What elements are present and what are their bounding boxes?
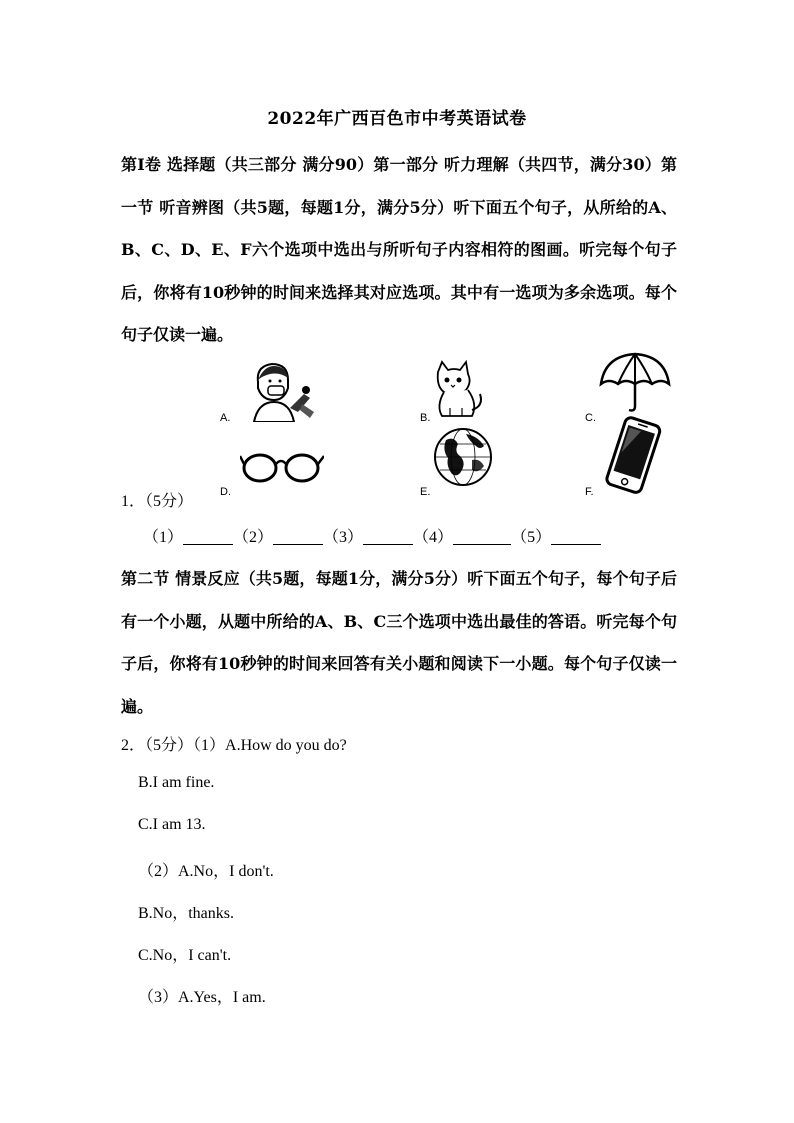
answer-blank[interactable] <box>273 528 323 545</box>
question-1-number: 1．（5分） <box>121 493 194 510</box>
option-label: E. <box>420 486 431 498</box>
section-2-instructions: 第二节 情景反应（共5题，每题1分，满分5分）听下面五个句子，每个句子后有一个小题，从题中所给的A、B、C三个选项中选出最佳的答语。听完每个句子后，你将有10秒钟的时间来回答有关小题和阅读下一小题。每个句子仅读一遍。 <box>121 569 677 716</box>
option-d <box>214 432 364 504</box>
cat-icon <box>428 360 488 420</box>
answer-blank[interactable] <box>453 528 511 545</box>
question-2-option: （3）A.Yes，I am. <box>138 989 266 1006</box>
globe-icon <box>432 426 494 488</box>
blank-label: （4） <box>413 529 454 546</box>
exam-title: 2022年广西百色市中考英语试卷 <box>267 109 527 129</box>
glasses-icon <box>240 446 324 486</box>
option-e <box>414 432 564 504</box>
blank-label: （2） <box>233 529 274 546</box>
question-2-number: 2．（5分） <box>121 737 194 754</box>
question-2-option: B.No，thanks. <box>138 905 235 922</box>
option-label: C. <box>585 412 596 424</box>
option-label: A. <box>220 412 231 424</box>
question-1-blanks <box>143 524 601 547</box>
question-2-option: B.I am fine. <box>138 774 215 791</box>
smartphone-icon <box>603 416 663 496</box>
option-b <box>414 358 564 430</box>
listening-picture-options <box>214 358 684 506</box>
blank-label: （3） <box>323 529 364 546</box>
question-2-option: C.I am 13. <box>138 816 206 833</box>
option-label: B. <box>420 412 431 424</box>
answer-blank[interactable] <box>363 528 413 545</box>
option-label: D. <box>220 486 231 498</box>
question-2-option: （2）A.No，I don't. <box>138 863 274 880</box>
option-label: F. <box>585 486 594 498</box>
question-2-option: C.No，I can't. <box>138 947 232 964</box>
answer-blank[interactable] <box>551 528 601 545</box>
umbrella-icon <box>595 350 675 414</box>
option-a <box>214 358 364 430</box>
question-2-option: （1）A.How do you do? <box>193 737 347 754</box>
person-with-mask-icon <box>244 360 324 422</box>
question-2-line-1 <box>121 732 347 755</box>
answer-blank[interactable] <box>183 528 233 545</box>
section-1-instructions: 第Ⅰ卷 选择题（共三部分 满分90）第一部分 听力理解（共四节，满分30）第一节 听音辨图（共5题，每题1分，满分5分）听下面五个句子，从所给的A、B、C、D、E、F六个选项中选出与所听句子内容相符的图画。听完每个句子后，你将有10秒钟的时间来选择其对应选项。其中有一选项为多余选项。每个句子仅读一遍。 <box>121 155 677 344</box>
option-f <box>579 432 729 504</box>
blank-label: （5） <box>511 529 552 546</box>
blank-label: （1） <box>143 529 184 546</box>
